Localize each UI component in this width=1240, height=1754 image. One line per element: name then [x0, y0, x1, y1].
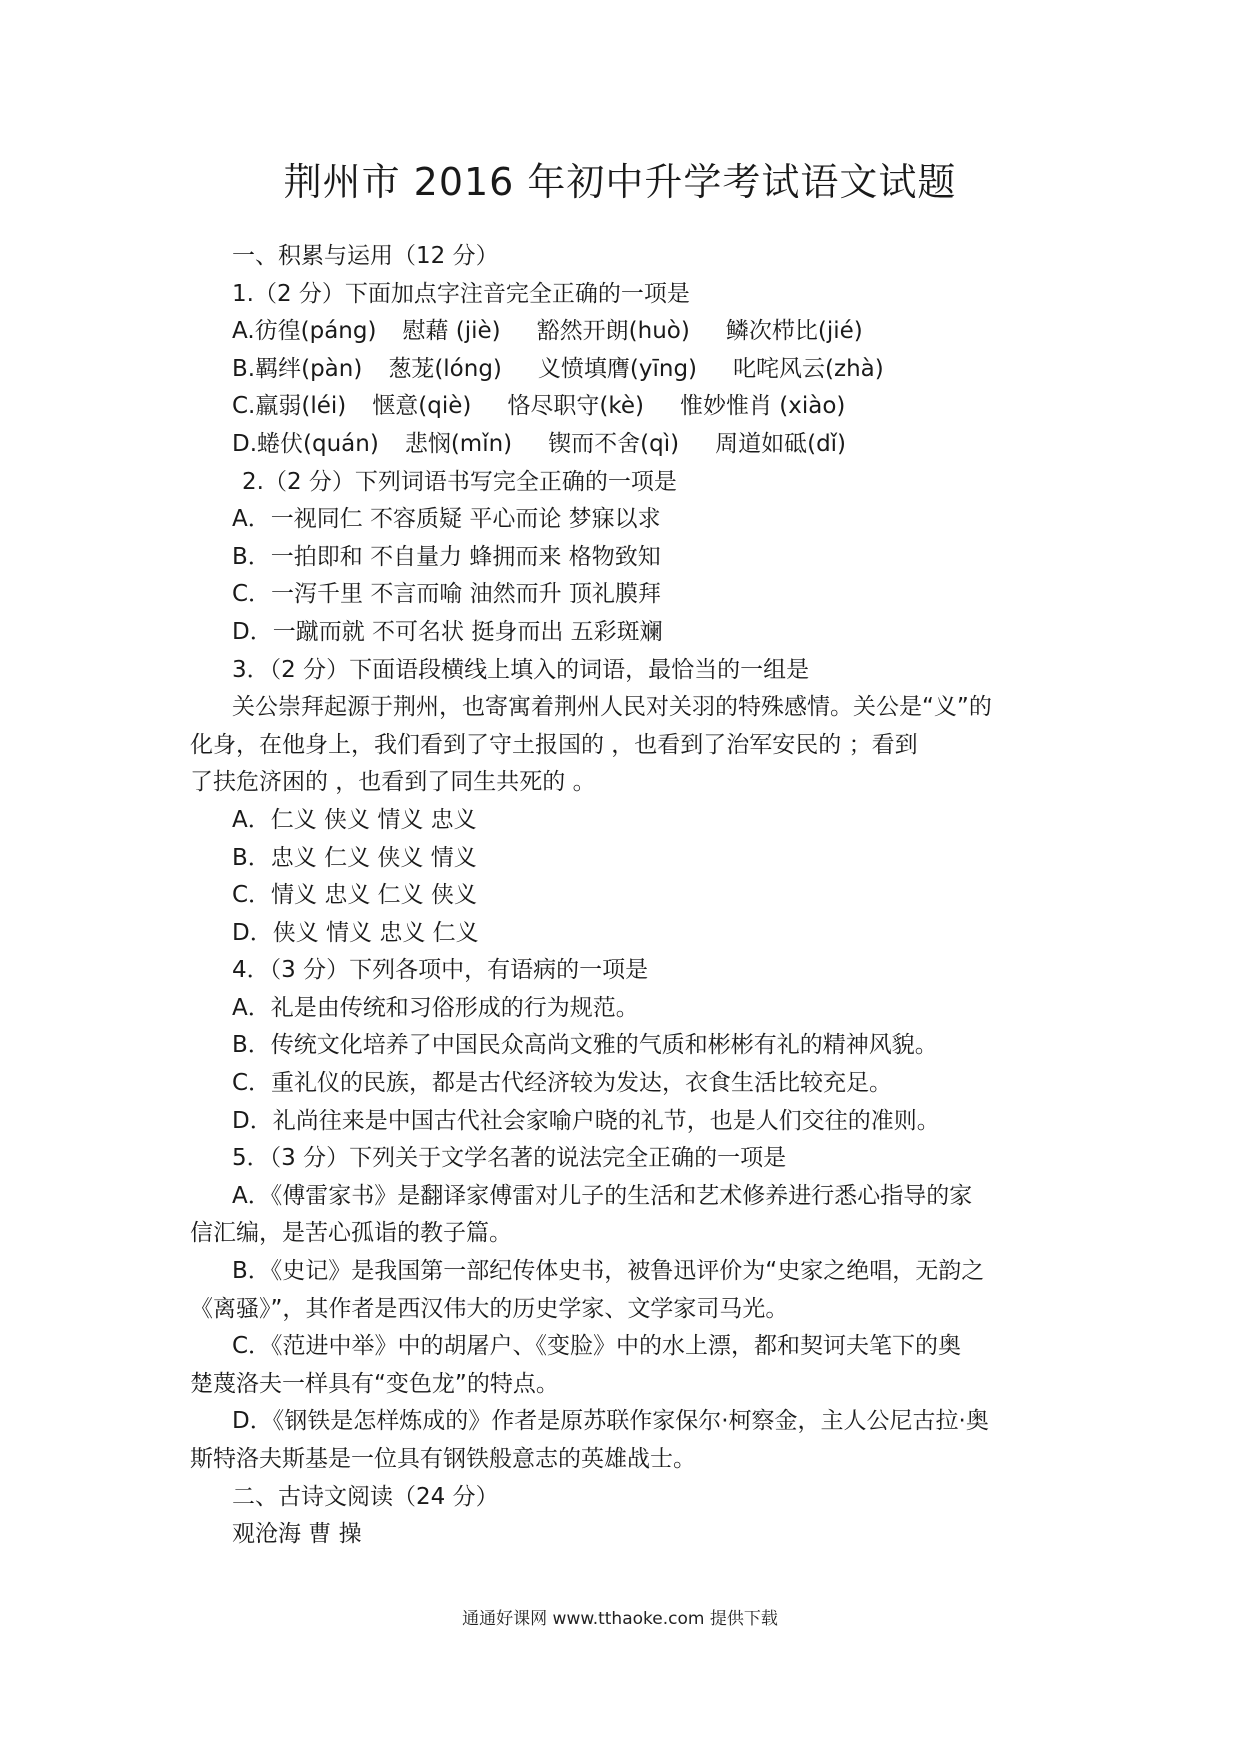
text-line: 4．（3 分）下列各项中，有语病的一项是 [232, 957, 649, 984]
answer-option: 慰藉 (jiè) [402, 318, 501, 345]
text-line: B．《史记》是我国第一部纪传体史书，被鲁迅评价为“史家之绝唱，无韵之 [232, 1258, 985, 1285]
text-line: D．侠义 情义 忠义 仁义 [232, 919, 479, 946]
text-line: 楚蔑洛夫一样具有“变色龙”的特点。 [190, 1370, 559, 1397]
text-line: 关公崇拜起源于荆州，也寄寓着荆州人民对关羽的特殊感情。关公是“义”的 [232, 694, 992, 721]
answer-option: 叱咤风云(zhà) [733, 355, 884, 382]
text-line: A．礼是由传统和习俗形成的行为规范。 [232, 994, 639, 1021]
text-line: A．仁义 侠义 情义 忠义 [232, 806, 477, 833]
text-line: A．《傅雷家书》是翻译家傅雷对儿子的生活和艺术修养进行悉心指导的家 [232, 1182, 973, 1209]
text-line: D．礼尚往来是中国古代社会家喻户晓的礼节，也是人们交往的准则。 [232, 1107, 940, 1134]
text-line: C．重礼仪的民族，都是古代经济较为发达，衣食生活比较充足。 [232, 1070, 893, 1097]
text-line: 二、古诗文阅读（24 分） [232, 1483, 499, 1510]
text-line: A．一视同仁 不容质疑 平心而论 梦寐以求 [232, 506, 661, 533]
text-line [190, 426, 1060, 464]
text-line: 观沧海 曹 操 [232, 1521, 362, 1548]
text-line: 1.（2 分）下面加点字注音完全正确的一项是 [232, 280, 690, 307]
text-line: 《离骚》”，其作者是西汉伟大的历史学家、文学家司马光。 [190, 1295, 789, 1322]
footer-watermark: 通通好课网 www.tthaoke.com 提供下载 [462, 1609, 778, 1629]
text-line: 2.（2 分）下列词语书写完全正确的一项是 [242, 468, 677, 495]
answer-option: 悲悯(mǐn) [404, 430, 513, 457]
text-line [190, 351, 1060, 389]
text-line: C．一泻千里 不言而喻 油然而升 顶礼膜拜 [232, 581, 661, 608]
answer-option: 恪尽职守(kè) [507, 393, 644, 420]
text-line: 信汇编，是苦心孤诣的教子篇。 [190, 1220, 512, 1247]
answer-option: 惟妙惟肖 (xiào) [679, 393, 846, 420]
answer-option: A.彷徨(páng) [232, 318, 377, 345]
answer-option: 葱茏(lóng) [388, 355, 502, 382]
answer-option: 惬意(qiè) [372, 393, 472, 420]
answer-option: C.羸弱(léi) [232, 393, 347, 420]
text-line: B．一拍即和 不自量力 蜂拥而来 格物致知 [232, 543, 661, 570]
exam-body [190, 238, 1060, 1554]
answer-option: 锲而不舍(qì) [548, 430, 680, 457]
text-line: 斯特洛夫斯基是一位具有钢铁般意志的英雄战士。 [190, 1446, 696, 1472]
answer-option: 鳞次栉比(jié) [725, 318, 863, 345]
text-line [190, 313, 1060, 351]
answer-option: D.蜷伏(quán) [232, 430, 379, 457]
text-line: B．传统文化培养了中国民众高尚文雅的气质和彬彬有礼的精神风貌。 [232, 1032, 938, 1059]
answer-option: 周道如砥(dǐ) [715, 430, 847, 457]
text-line: 化身，在他身上，我们看到了守土报国的 ，也看到了治军安民的 ；看到 [190, 731, 918, 758]
text-line: 了扶危济困的 ，也看到了同生共死的 。 [190, 769, 596, 796]
answer-option: 豁然开朗(huò) [536, 318, 690, 345]
text-line: 一、积累与运用（12 分） [232, 243, 499, 269]
text-line: D．一蹴而就 不可名状 挺身而出 五彩斑斓 [232, 618, 663, 645]
text-line: B．忠义 仁义 侠义 情义 [232, 844, 477, 871]
text-line [190, 388, 1060, 426]
text-line: 3．（2 分）下面语段横线上填入的词语，最恰当的一组是 [232, 656, 810, 683]
text-line: 5．（3 分）下列关于文学名著的说法完全正确的一项是 [232, 1145, 787, 1172]
text-line: C．情义 忠义 仁义 侠义 [232, 882, 477, 909]
answer-option: B.羁绊(pàn) [232, 355, 363, 382]
page-title: 荆州市 2016 年初中升学考试语文试题 [283, 160, 957, 204]
text-line: C．《范进中举》中的胡屠户、《变脸》中的水上漂，都和契诃夫笔下的奥 [232, 1333, 962, 1360]
text-line: D．《钢铁是怎样炼成的》作者是原苏联作家保尔·柯察金，主人公尼古拉·奥 [232, 1408, 989, 1435]
answer-option: 义愤填膺(yīng) [537, 355, 698, 382]
